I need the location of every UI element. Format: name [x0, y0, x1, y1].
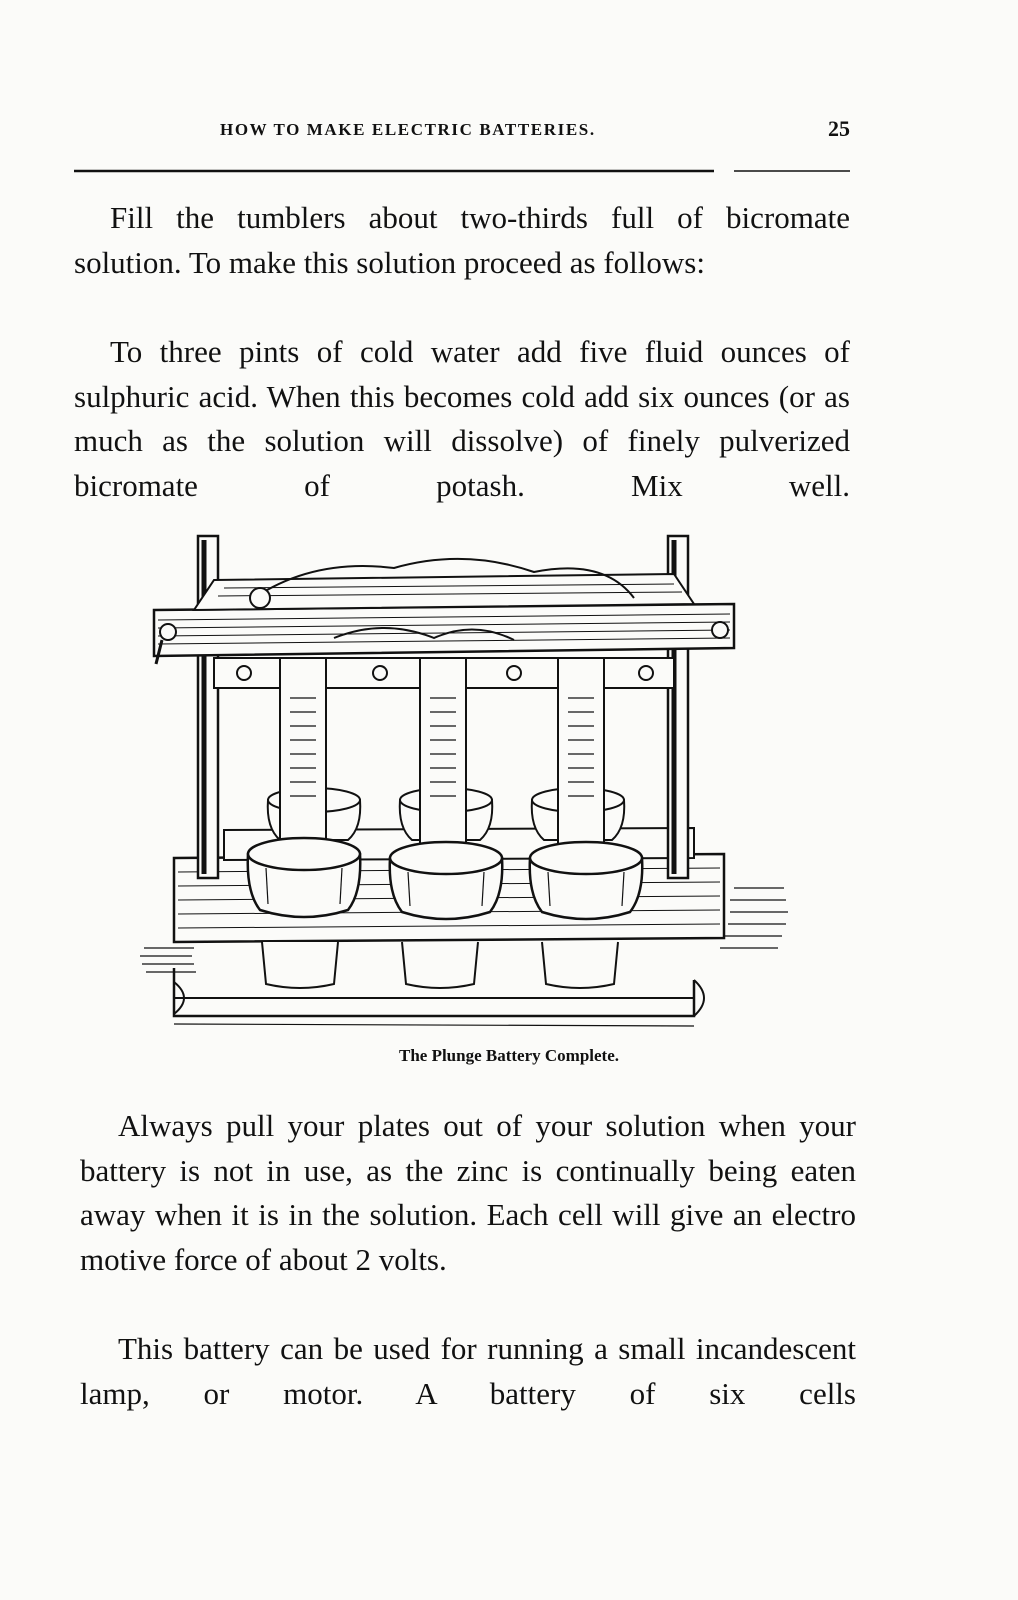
page-header: [74, 118, 850, 148]
figure-caption: The Plunge Battery Complete.: [398, 1046, 620, 1065]
running-head: HOW TO MAKE ELECTRIC BATTERIES.: [220, 120, 596, 139]
paragraph-tumblers: Fill the tumblers about two-thirds full of bicromate solution. To make this solution proceed as follows:: [74, 200, 850, 280]
page-number: 25: [828, 116, 850, 141]
plunge-battery-illustration: [134, 528, 790, 1038]
paragraph-solution-recipe: To three pints of cold water add five fluid ounces of sulphuric acid. When this becomes cold add six ounces (or as much as the solution will dissolve) of finely pulverized bicromate of potash. Mix well.: [74, 334, 850, 503]
paragraph-pull-plates: Always pull your plates out of your solution when your battery is not in use, as the zinc is continually being eaten away when it is in the solution. Each cell will give an electro motive force of about 2 volts.: [80, 1108, 856, 1277]
header-rule: [74, 168, 850, 174]
paragraph-usage: This battery can be used for running a small incandescent lamp, or motor. A battery of six cells: [80, 1331, 856, 1411]
